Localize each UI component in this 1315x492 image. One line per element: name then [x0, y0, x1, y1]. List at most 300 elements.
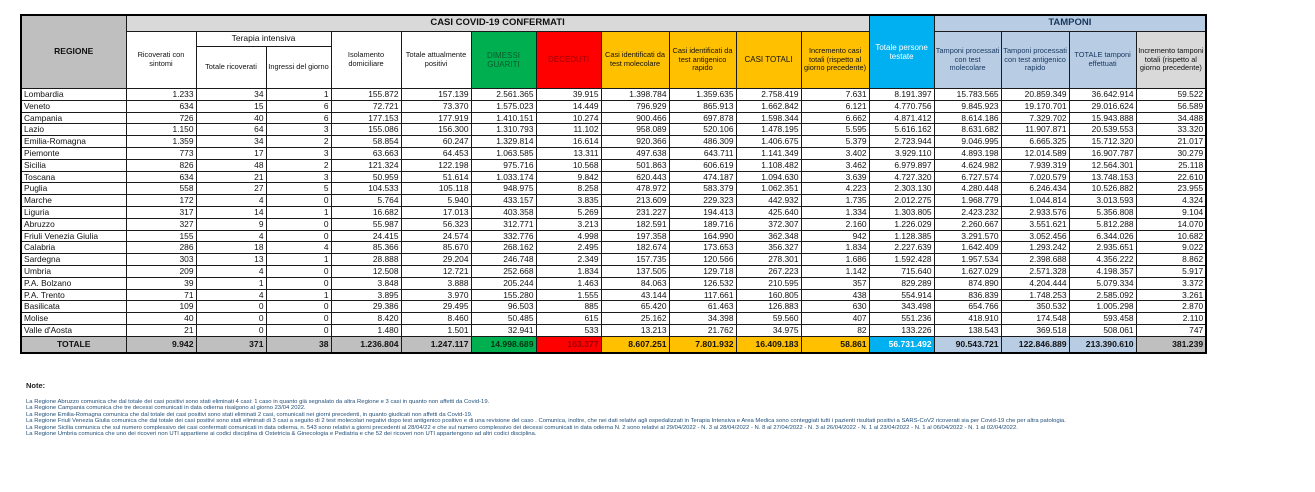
value-cell: 4.770.756 [869, 100, 934, 112]
value-cell: 10.568 [536, 159, 601, 171]
value-cell: 726 [126, 112, 196, 124]
value-cell: 32.941 [471, 324, 536, 336]
value-cell: 1 [266, 289, 331, 301]
table-row [21, 112, 1206, 124]
table-total-row-container [21, 336, 1206, 353]
value-cell: 3.372 [1136, 277, 1206, 289]
value-cell: 1.150 [126, 124, 196, 136]
value-cell: 12.508 [331, 265, 401, 277]
value-cell: 5.940 [401, 195, 471, 207]
value-cell: 407 [801, 313, 869, 325]
value-cell: 486.309 [669, 136, 736, 148]
value-cell: 16.682 [331, 206, 401, 218]
value-cell: 11.907.871 [1001, 124, 1069, 136]
value-cell: 3.895 [331, 289, 401, 301]
value-cell: 1.406.675 [736, 136, 801, 148]
notes-section [26, 381, 1306, 437]
total-value-cell: 122.846.889 [1001, 336, 1069, 353]
column-header-tamponi-molecolare: Tamponi processati con test molecolare [934, 32, 1001, 89]
value-cell: 5 [266, 183, 331, 195]
table-row [21, 218, 1206, 230]
value-cell: 34.398 [669, 313, 736, 325]
value-cell: 418.910 [934, 313, 1001, 325]
value-cell: 56.589 [1136, 100, 1206, 112]
value-cell: 8.420 [331, 313, 401, 325]
value-cell: 1 [196, 277, 266, 289]
region-name-cell: Toscana [21, 171, 126, 183]
column-header-casi-molecolare: Casi identificati da test molecolare [601, 32, 669, 89]
value-cell: 4.198.357 [1069, 265, 1136, 277]
table-row [21, 136, 1206, 148]
value-cell: 16.907.787 [1069, 147, 1136, 159]
value-cell: 12.721 [401, 265, 471, 277]
value-cell: 5.356.808 [1069, 206, 1136, 218]
value-cell: 1 [266, 89, 331, 101]
value-cell: 13.213 [601, 324, 669, 336]
value-cell: 177.919 [401, 112, 471, 124]
value-cell: 3.929.110 [869, 147, 934, 159]
value-cell: 122.198 [401, 159, 471, 171]
value-cell: 85.670 [401, 242, 471, 254]
value-cell: 30.279 [1136, 147, 1206, 159]
value-cell: 6.344.026 [1069, 230, 1136, 242]
column-header-deceduti: DECEDUTI [536, 32, 601, 89]
value-cell: 1.748.253 [1001, 289, 1069, 301]
value-cell: 56.323 [401, 218, 471, 230]
value-cell: 6.246.434 [1001, 183, 1069, 195]
value-cell: 17 [196, 147, 266, 159]
value-cell: 3.213 [536, 218, 601, 230]
value-cell: 1.478.195 [736, 124, 801, 136]
table-row [21, 206, 1206, 218]
value-cell: 4 [266, 242, 331, 254]
value-cell: 2.260.667 [934, 218, 1001, 230]
value-cell: 10.682 [1136, 230, 1206, 242]
value-cell: 213.609 [601, 195, 669, 207]
value-cell: 3.835 [536, 195, 601, 207]
table-row [21, 230, 1206, 242]
value-cell: 51.614 [401, 171, 471, 183]
table-row [21, 313, 1206, 325]
value-cell: 0 [266, 324, 331, 336]
value-cell: 583.379 [669, 183, 736, 195]
value-cell: 829.289 [869, 277, 934, 289]
value-cell: 36.642.914 [1069, 89, 1136, 101]
value-cell: 129.718 [669, 265, 736, 277]
value-cell: 39 [126, 277, 196, 289]
value-cell: 0 [266, 301, 331, 313]
value-cell: 1.062.351 [736, 183, 801, 195]
column-header-incremento-casi: Incremento casi totali (rispetto al giorno precedente) [801, 32, 869, 89]
value-cell: 17.013 [401, 206, 471, 218]
value-cell: 2.933.576 [1001, 206, 1069, 218]
value-cell: 1.627.029 [934, 265, 1001, 277]
value-cell: 5.616.162 [869, 124, 934, 136]
value-cell: 1.293.242 [1001, 242, 1069, 254]
value-cell: 120.566 [669, 254, 736, 266]
value-cell: 508.061 [1069, 324, 1136, 336]
value-cell: 1.310.793 [471, 124, 536, 136]
value-cell: 5.917 [1136, 265, 1206, 277]
value-cell: 3.291.570 [934, 230, 1001, 242]
value-cell: 9 [196, 218, 266, 230]
column-header-totale-tamponi: TOTALE tamponi effettuati [1069, 32, 1136, 89]
value-cell: 1.480 [331, 324, 401, 336]
value-cell: 25.118 [1136, 159, 1206, 171]
value-cell: 697.878 [669, 112, 736, 124]
value-cell: 356.327 [736, 242, 801, 254]
value-cell: 29.016.624 [1069, 100, 1136, 112]
value-cell: 27 [196, 183, 266, 195]
value-cell: 29.204 [401, 254, 471, 266]
value-cell: 286 [126, 242, 196, 254]
region-name-cell: Emilia-Romagna [21, 136, 126, 148]
region-name-cell: Campania [21, 112, 126, 124]
value-cell: 7.020.579 [1001, 171, 1069, 183]
total-value-cell: 163.377 [536, 336, 601, 353]
region-name-cell: Marche [21, 195, 126, 207]
value-cell: 2.012.275 [869, 195, 934, 207]
value-cell: 3.639 [801, 171, 869, 183]
value-cell: 10.526.882 [1069, 183, 1136, 195]
value-cell: 942 [801, 230, 869, 242]
value-cell: 1.575.023 [471, 100, 536, 112]
column-header-casi-antigenico: Casi identificati da test antigenico rapido [669, 32, 736, 89]
band-tamponi: TAMPONI [934, 15, 1206, 32]
value-cell: 3.402 [801, 147, 869, 159]
total-row-label: TOTALE [21, 336, 126, 353]
value-cell: 533 [536, 324, 601, 336]
value-cell: 0 [266, 230, 331, 242]
value-cell: 1.686 [801, 254, 869, 266]
value-cell: 72.721 [331, 100, 401, 112]
value-cell: 3.848 [331, 277, 401, 289]
value-cell: 3.888 [401, 277, 471, 289]
value-cell: 15.783.565 [934, 89, 1001, 101]
table-row [21, 100, 1206, 112]
value-cell: 0 [266, 218, 331, 230]
value-cell: 21.017 [1136, 136, 1206, 148]
note-line: La Regione Sicilia comunica che sul numero complessivo dei casi confermati comunicati in data odierna, n. 543 sono relativi a giorni precedenti al 28/04/22 e che sul numero complessivo dei decessi comunicati in data odierna N. 2 sono relativi al 29/04/2022 - N. 3 al 28/04/2022 - N. 8 al 27/04/2022 - N. 3 al 26/04/2022 - N. 1 al 23/04/2022 - N. 1 al 06/04/2022 - N. 1 al 02/04/2022. [26, 424, 1018, 431]
value-cell: 1.329.814 [471, 136, 536, 148]
value-cell: 157.735 [601, 254, 669, 266]
value-cell: 229.323 [669, 195, 736, 207]
value-cell: 155.280 [471, 289, 536, 301]
value-cell: 0 [196, 313, 266, 325]
value-cell: 48 [196, 159, 266, 171]
value-cell: 4.998 [536, 230, 601, 242]
value-cell: 7.939.319 [1001, 159, 1069, 171]
value-cell: 4 [196, 265, 266, 277]
value-cell: 205.244 [471, 277, 536, 289]
value-cell: 1.005.298 [1069, 301, 1136, 313]
value-cell: 920.366 [601, 136, 669, 148]
value-cell: 18 [196, 242, 266, 254]
value-cell: 1.735 [801, 195, 869, 207]
value-cell: 155 [126, 230, 196, 242]
table-row [21, 289, 1206, 301]
table-row [21, 265, 1206, 277]
value-cell: 8.614.186 [934, 112, 1001, 124]
note-line: La Regione Campania comunica che tre decessi comunicati in data odierna risalgono al giorno 23/04 2022. [26, 405, 306, 412]
value-cell: 40 [126, 313, 196, 325]
notes-lines [26, 399, 1306, 437]
value-cell: 174.548 [1001, 313, 1069, 325]
value-cell: 4 [196, 195, 266, 207]
region-name-cell: Abruzzo [21, 218, 126, 230]
value-cell: 2.349 [536, 254, 601, 266]
value-cell: 8.460 [401, 313, 471, 325]
table-row [21, 124, 1206, 136]
value-cell: 836.839 [934, 289, 1001, 301]
value-cell: 2 [266, 136, 331, 148]
value-cell: 21 [196, 171, 266, 183]
value-cell: 189.716 [669, 218, 736, 230]
value-cell: 2.870 [1136, 301, 1206, 313]
value-cell: 8.862 [1136, 254, 1206, 266]
total-value-cell: 16.409.183 [736, 336, 801, 353]
value-cell: 643.711 [669, 147, 736, 159]
value-cell: 403.358 [471, 206, 536, 218]
value-cell: 5.269 [536, 206, 601, 218]
value-cell: 2.758.419 [736, 89, 801, 101]
value-cell: 593.458 [1069, 313, 1136, 325]
value-cell: 8.258 [536, 183, 601, 195]
value-cell: 2 [266, 159, 331, 171]
value-cell: 1.834 [801, 242, 869, 254]
region-name-cell: Friuli Venezia Giulia [21, 230, 126, 242]
value-cell: 501.863 [601, 159, 669, 171]
value-cell: 3 [266, 124, 331, 136]
total-value-cell: 56.731.492 [869, 336, 934, 353]
value-cell: 478.972 [601, 183, 669, 195]
value-cell: 231.227 [601, 206, 669, 218]
value-cell: 28.888 [331, 254, 401, 266]
value-cell: 1.398.784 [601, 89, 669, 101]
value-cell: 1.233 [126, 89, 196, 101]
value-cell: 1.410.151 [471, 112, 536, 124]
table-row [21, 324, 1206, 336]
value-cell: 2.423.232 [934, 206, 1001, 218]
value-cell: 21 [126, 324, 196, 336]
note-line: La Regione Abruzzo comunica che dal totale dei casi positivi sono stati eliminati 4 casi: 1 caso in quanto già segnalato da altra Regione e 3 casi in quanto non affetti da Covid-19. [26, 399, 490, 405]
value-cell: 4.324 [1136, 195, 1206, 207]
total-value-cell: 381.239 [1136, 336, 1206, 353]
value-cell: 34 [196, 136, 266, 148]
value-cell: 155.872 [331, 89, 401, 101]
value-cell: 4.280.448 [934, 183, 1001, 195]
notes-label: Note: [26, 381, 46, 390]
value-cell: 634 [126, 171, 196, 183]
value-cell: 1.463 [536, 277, 601, 289]
value-cell: 61.463 [669, 301, 736, 313]
value-cell: 0 [266, 277, 331, 289]
value-cell: 14.070 [1136, 218, 1206, 230]
value-cell: 23.955 [1136, 183, 1206, 195]
value-cell: 173.653 [669, 242, 736, 254]
value-cell: 2.561.365 [471, 89, 536, 101]
value-cell: 303 [126, 254, 196, 266]
value-cell: 10.274 [536, 112, 601, 124]
value-cell: 71 [126, 289, 196, 301]
value-cell: 1.141.349 [736, 147, 801, 159]
value-cell: 8.191.397 [869, 89, 934, 101]
value-cell: 1.108.482 [736, 159, 801, 171]
value-cell: 34.975 [736, 324, 801, 336]
value-cell: 126.532 [669, 277, 736, 289]
value-cell: 4.624.982 [934, 159, 1001, 171]
value-cell: 1.033.174 [471, 171, 536, 183]
table-row [21, 183, 1206, 195]
value-cell: 0 [266, 195, 331, 207]
value-cell: 64.453 [401, 147, 471, 159]
value-cell: 182.674 [601, 242, 669, 254]
value-cell: 138.543 [934, 324, 1001, 336]
value-cell: 109 [126, 301, 196, 313]
value-cell: 6.665.325 [1001, 136, 1069, 148]
table-row [21, 242, 1206, 254]
value-cell: 40 [196, 112, 266, 124]
value-cell: 2.495 [536, 242, 601, 254]
value-cell: 12.014.589 [1001, 147, 1069, 159]
value-cell: 9.104 [1136, 206, 1206, 218]
value-cell: 885 [536, 301, 601, 313]
value-cell: 0 [266, 313, 331, 325]
value-cell: 630 [801, 301, 869, 313]
value-cell: 29.386 [331, 301, 401, 313]
value-cell: 425.640 [736, 206, 801, 218]
value-cell: 773 [126, 147, 196, 159]
value-cell: 2.571.328 [1001, 265, 1069, 277]
value-cell: 21.762 [669, 324, 736, 336]
column-header-persone-testate: Totale persone testate [869, 15, 934, 89]
value-cell: 874.890 [934, 277, 1001, 289]
column-header-regione: REGIONE [21, 15, 126, 89]
value-cell: 1.555 [536, 289, 601, 301]
value-cell: 16.614 [536, 136, 601, 148]
region-name-cell: Calabria [21, 242, 126, 254]
value-cell: 4 [196, 289, 266, 301]
value-cell: 369.518 [1001, 324, 1069, 336]
value-cell: 59.560 [736, 313, 801, 325]
value-cell: 3.013.593 [1069, 195, 1136, 207]
value-cell: 497.638 [601, 147, 669, 159]
value-cell: 2.160 [801, 218, 869, 230]
band-casi-confermati: CASI COVID-19 CONFERMATI [126, 15, 869, 32]
value-cell: 1.044.814 [1001, 195, 1069, 207]
value-cell: 4.893.198 [934, 147, 1001, 159]
column-header-isolamento: Isolamento domiciliare [331, 32, 401, 89]
value-cell: 1.142 [801, 265, 869, 277]
value-cell: 197.358 [601, 230, 669, 242]
value-cell: 1.359 [126, 136, 196, 148]
value-cell: 620.443 [601, 171, 669, 183]
region-name-cell: P.A. Bolzano [21, 277, 126, 289]
value-cell: 1.128.385 [869, 230, 934, 242]
value-cell: 5.595 [801, 124, 869, 136]
value-cell: 958.089 [601, 124, 669, 136]
column-header-ingressi-giorno: Ingressi del giorno [266, 47, 331, 89]
value-cell: 104.533 [331, 183, 401, 195]
column-header-incremento-tamponi: Incremento tamponi totali (rispetto al giorno precedente) [1136, 32, 1206, 89]
value-cell: 2.935.651 [1069, 242, 1136, 254]
value-cell: 9.022 [1136, 242, 1206, 254]
value-cell: 558 [126, 183, 196, 195]
table-row [21, 254, 1206, 266]
value-cell: 6.662 [801, 112, 869, 124]
value-cell: 210.595 [736, 277, 801, 289]
total-value-cell: 9.942 [126, 336, 196, 353]
column-header-casi-totali: CASI TOTALI [736, 32, 801, 89]
value-cell: 33.320 [1136, 124, 1206, 136]
value-cell: 2.227.639 [869, 242, 934, 254]
column-header-dimessi-guariti: DIMESSI GUARITI [471, 32, 536, 89]
value-cell: 7.329.702 [1001, 112, 1069, 124]
value-cell: 6.727.574 [934, 171, 1001, 183]
value-cell: 1.359.635 [669, 89, 736, 101]
value-cell: 975.716 [471, 159, 536, 171]
value-cell: 865.913 [669, 100, 736, 112]
value-cell: 332.776 [471, 230, 536, 242]
value-cell: 520.106 [669, 124, 736, 136]
value-cell: 357 [801, 277, 869, 289]
value-cell: 15.943.888 [1069, 112, 1136, 124]
value-cell: 1.662.842 [736, 100, 801, 112]
value-cell: 84.063 [601, 277, 669, 289]
value-cell: 1 [266, 254, 331, 266]
column-header-ricoverati: Ricoverati con sintomi [126, 32, 196, 89]
value-cell: 442.932 [736, 195, 801, 207]
value-cell: 157.139 [401, 89, 471, 101]
value-cell: 34.488 [1136, 112, 1206, 124]
column-header-tamponi-antigenico: Tamponi processati con test antigenico rapido [1001, 32, 1069, 89]
value-cell: 15 [196, 100, 266, 112]
region-name-cell: Basilicata [21, 301, 126, 313]
value-cell: 209 [126, 265, 196, 277]
value-cell: 73.370 [401, 100, 471, 112]
region-name-cell: Umbria [21, 265, 126, 277]
value-cell: 64 [196, 124, 266, 136]
value-cell: 2.398.688 [1001, 254, 1069, 266]
region-name-cell: Valle d'Aosta [21, 324, 126, 336]
value-cell: 7.631 [801, 89, 869, 101]
value-cell: 4.223 [801, 183, 869, 195]
value-cell: 1.642.409 [934, 242, 1001, 254]
value-cell: 14 [196, 206, 266, 218]
value-cell: 4.204.444 [1001, 277, 1069, 289]
table-row [21, 171, 1206, 183]
value-cell: 96.503 [471, 301, 536, 313]
value-cell: 172 [126, 195, 196, 207]
value-cell: 634 [126, 100, 196, 112]
value-cell: 60.247 [401, 136, 471, 148]
table-header [21, 15, 1206, 89]
value-cell: 43.144 [601, 289, 669, 301]
value-cell: 82 [801, 324, 869, 336]
value-cell: 900.466 [601, 112, 669, 124]
value-cell: 0 [266, 265, 331, 277]
value-cell: 1.094.630 [736, 171, 801, 183]
value-cell: 1.226.029 [869, 218, 934, 230]
region-name-cell: Sicilia [21, 159, 126, 171]
value-cell: 252.668 [471, 265, 536, 277]
value-cell: 6 [266, 112, 331, 124]
value-cell: 554.914 [869, 289, 934, 301]
total-value-cell: 213.390.610 [1069, 336, 1136, 353]
value-cell: 948.975 [471, 183, 536, 195]
value-cell: 2.723.944 [869, 136, 934, 148]
value-cell: 1.598.344 [736, 112, 801, 124]
